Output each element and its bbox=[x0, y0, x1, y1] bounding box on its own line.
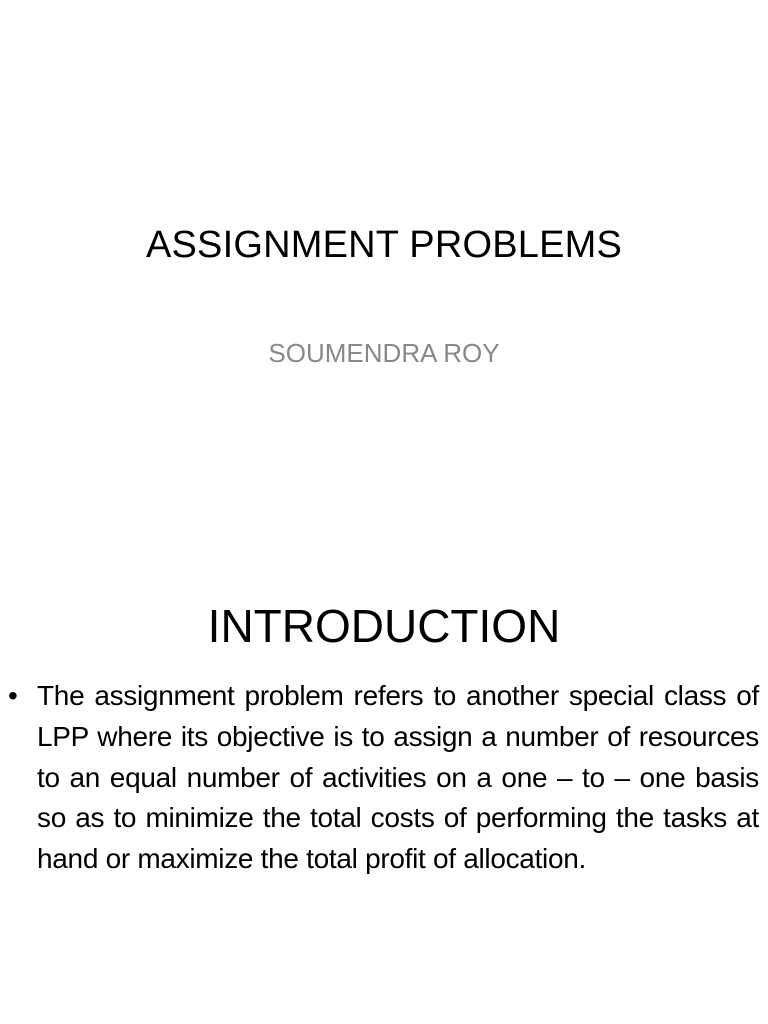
slide-heading: INTRODUCTION bbox=[207, 600, 561, 652]
bullet-item bbox=[0, 676, 768, 880]
bullet-marker: • bbox=[8, 680, 18, 711]
introduction-slide bbox=[0, 576, 768, 1024]
bullet-text: The assignment problem refers to another special class of LPP where its objective is to assign a number of resources to an equal number of activities on a one – to – one basis so as to minimize the total costs of performing the tasks at hand or maximize the total profit of allocation. bbox=[37, 680, 759, 875]
deck-title: ASSIGNMENT PROBLEMS bbox=[145, 224, 623, 266]
bullet-list bbox=[0, 676, 768, 880]
author-name: SOUMENDRA ROY bbox=[268, 338, 500, 368]
